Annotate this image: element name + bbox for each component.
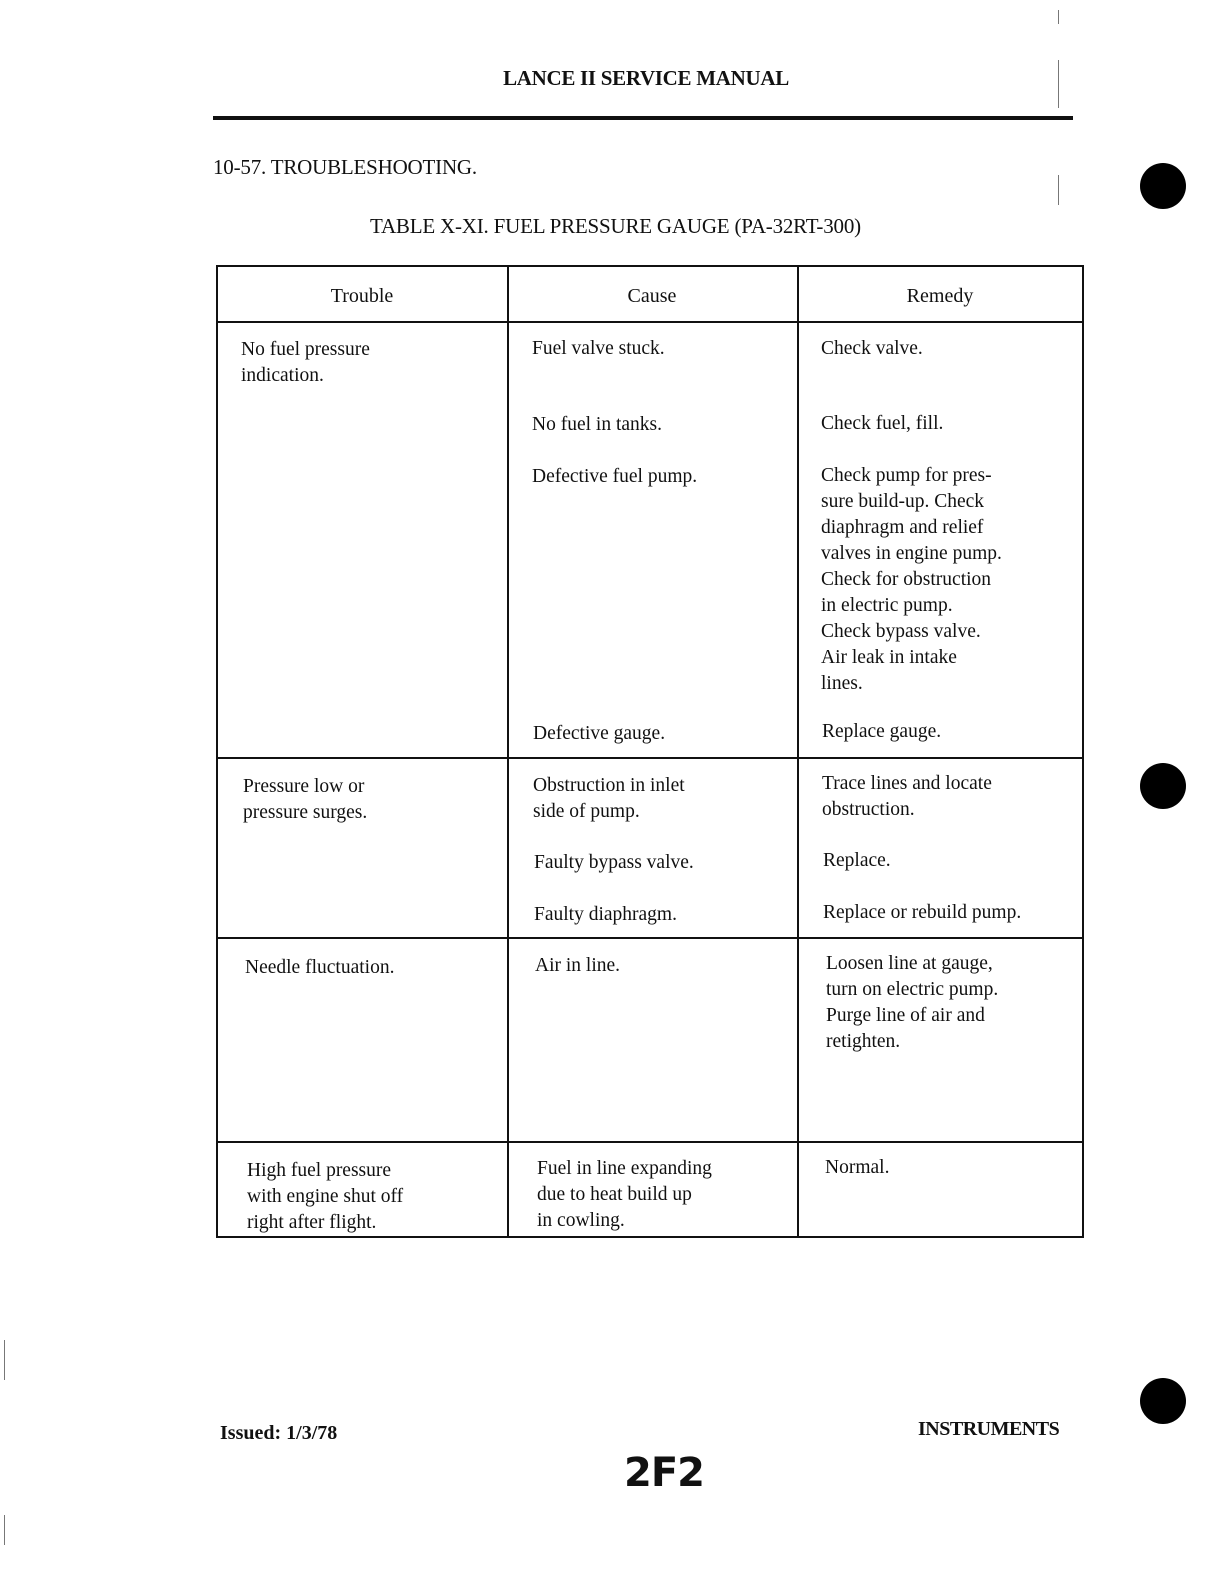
column-header-trouble: Trouble [330,285,394,307]
cause-cell: Defective gauge. [533,723,666,744]
column-divider [797,267,799,1236]
remedy-cell: Check pump for pres- sure build-up. Check diaphragm and relief valves in engine pump. Check for obstruction in electric pump. Check bypass valve. Air leak in intake lines. [821,465,1002,694]
cause-cell: Obstruction in inlet side of pump. [533,775,685,822]
issued-date: Issued: 1/3/78 [220,1422,338,1444]
remedy-cell: Replace or rebuild pump. [823,902,1022,923]
remedy-cell: Check valve. [821,338,923,359]
fiche-code: 2F2 [624,1450,704,1496]
remedy-cell: Check fuel, fill. [821,413,944,434]
section-heading: 10-57. TROUBLESHOOTING. [213,155,477,179]
remedy-cell: Trace lines and locate obstruction. [822,773,992,820]
cause-cell: Defective fuel pump. [532,466,698,487]
row-divider [218,937,1082,939]
scan-artifact [1058,10,1059,24]
table-caption: TABLE X-XI. FUEL PRESSURE GAUGE (PA-32RT-300) [370,214,861,238]
troubleshooting-table [216,265,1084,1238]
cause-cell: Faulty bypass valve. [534,852,694,873]
cause-cell: Fuel in line expanding due to heat build up in cowling. [537,1158,712,1231]
cause-cell: Air in line. [535,955,621,976]
header-row-divider [218,321,1082,323]
cause-cell: Fuel valve stuck. [532,338,665,359]
trouble-cell: High fuel pressure with engine shut off right after flight. [247,1160,404,1233]
scan-artifact [1058,175,1059,205]
remedy-cell: Loosen line at gauge, turn on electric pump. Purge line of air and retighten. [826,953,999,1052]
remedy-cell: Replace gauge. [822,721,942,742]
cause-cell: No fuel in tanks. [532,414,662,435]
binder-hole-mark [1140,763,1186,809]
trouble-cell: Pressure low or pressure surges. [243,776,368,823]
column-divider [507,267,509,1236]
row-divider [218,1141,1082,1143]
trouble-cell: Needle fluctuation. [245,957,395,978]
scan-artifact [4,1340,5,1380]
row-divider [218,757,1082,759]
header-rule [213,116,1073,120]
binder-hole-mark [1140,163,1186,209]
page-header-title: LANCE II SERVICE MANUAL [503,66,789,90]
scan-artifact [1058,60,1059,108]
remedy-cell: Replace. [823,850,891,871]
column-header-cause: Cause [627,285,677,307]
remedy-cell: Normal. [825,1157,890,1178]
trouble-cell: No fuel pressure indication. [241,339,370,386]
column-header-remedy: Remedy [906,285,974,307]
binder-hole-mark [1140,1378,1186,1424]
cause-cell: Faulty diaphragm. [534,904,677,925]
scan-artifact [4,1515,5,1545]
section-name: INSTRUMENTS [918,1418,1060,1440]
